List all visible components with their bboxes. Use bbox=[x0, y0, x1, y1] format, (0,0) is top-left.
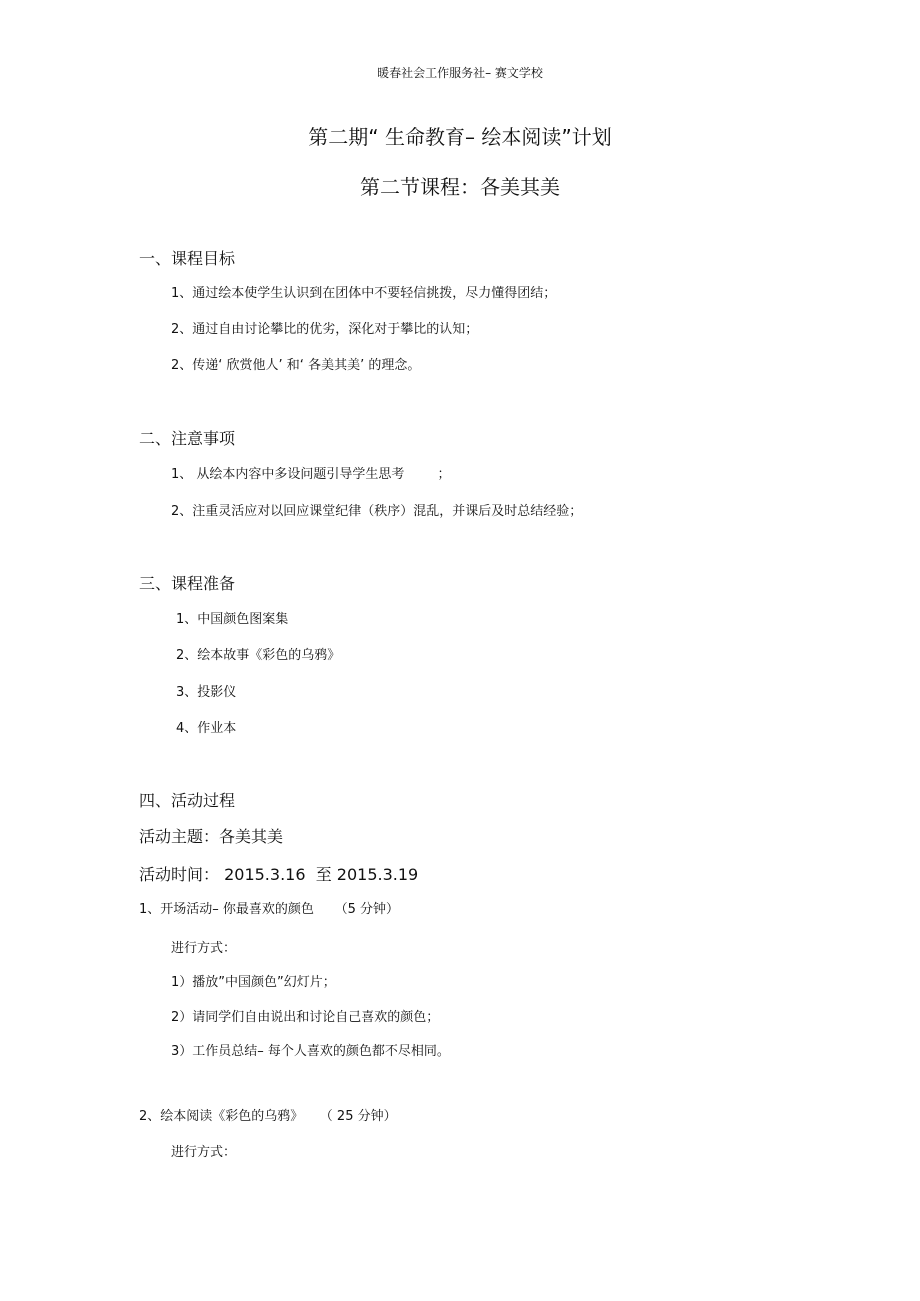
activity-1-step-2: 2）请同学们自由说出和讨论自己喜欢的颜色； bbox=[171, 1010, 440, 1025]
activity-theme: 活动主题：各美其美 bbox=[139, 827, 284, 846]
page-header: 暖春社会工作服务社– 赛文学校 bbox=[377, 66, 543, 80]
prep-item-1: 1、中国颜色图案集 bbox=[176, 612, 289, 627]
goal-item-3: 2、传递‘ 欣赏他人’ 和‘ 各美其美’ 的理念。 bbox=[171, 358, 421, 373]
section-heading-goals: 一、课程目标 bbox=[139, 249, 236, 268]
document-title: 第二期“ 生命教育– 绘本阅读”计划 bbox=[308, 125, 612, 149]
section-heading-notes: 二、注意事项 bbox=[139, 429, 236, 448]
section-heading-preparation: 三、课程准备 bbox=[139, 574, 236, 593]
activity-2-title: 2、绘本阅读《彩色的乌鸦》 （ 25 分钟） bbox=[139, 1109, 397, 1124]
note-item-1: 1、 从绘本内容中多设问题引导学生思考 ； bbox=[171, 467, 451, 482]
activity-time: 活动时间： 2015.3.16 至 2015.3.19 bbox=[139, 865, 419, 884]
activity-1-step-3: 3）工作员总结– 每个人喜欢的颜色都不尽相同。 bbox=[171, 1044, 450, 1059]
activity-2-method: 进行方式： bbox=[171, 1145, 237, 1160]
goal-item-1: 1、通过绘本使学生认识到在团体中不要轻信挑拨，尽力懂得团结； bbox=[171, 286, 557, 301]
goal-item-2: 2、通过自由讨论攀比的优劣，深化对于攀比的认知； bbox=[171, 322, 479, 337]
note-item-2: 2、注重灵活应对以回应课堂纪律（秩序）混乱，并课后及时总结经验； bbox=[171, 504, 583, 519]
section-heading-process: 四、活动过程 bbox=[139, 791, 236, 810]
activity-1-method: 进行方式： bbox=[171, 941, 237, 956]
prep-item-4: 4、作业本 bbox=[176, 721, 237, 736]
activity-1-title: 1、开场活动– 你最喜欢的颜色 （5 分钟） bbox=[139, 902, 399, 917]
document-subtitle: 第二节课程：各美其美 bbox=[360, 175, 560, 199]
activity-1-step-1: 1）播放”中国颜色”幻灯片； bbox=[171, 975, 336, 990]
prep-item-2: 2、绘本故事《彩色的乌鸦》 bbox=[176, 648, 341, 663]
prep-item-3: 3、投影仪 bbox=[176, 685, 237, 700]
